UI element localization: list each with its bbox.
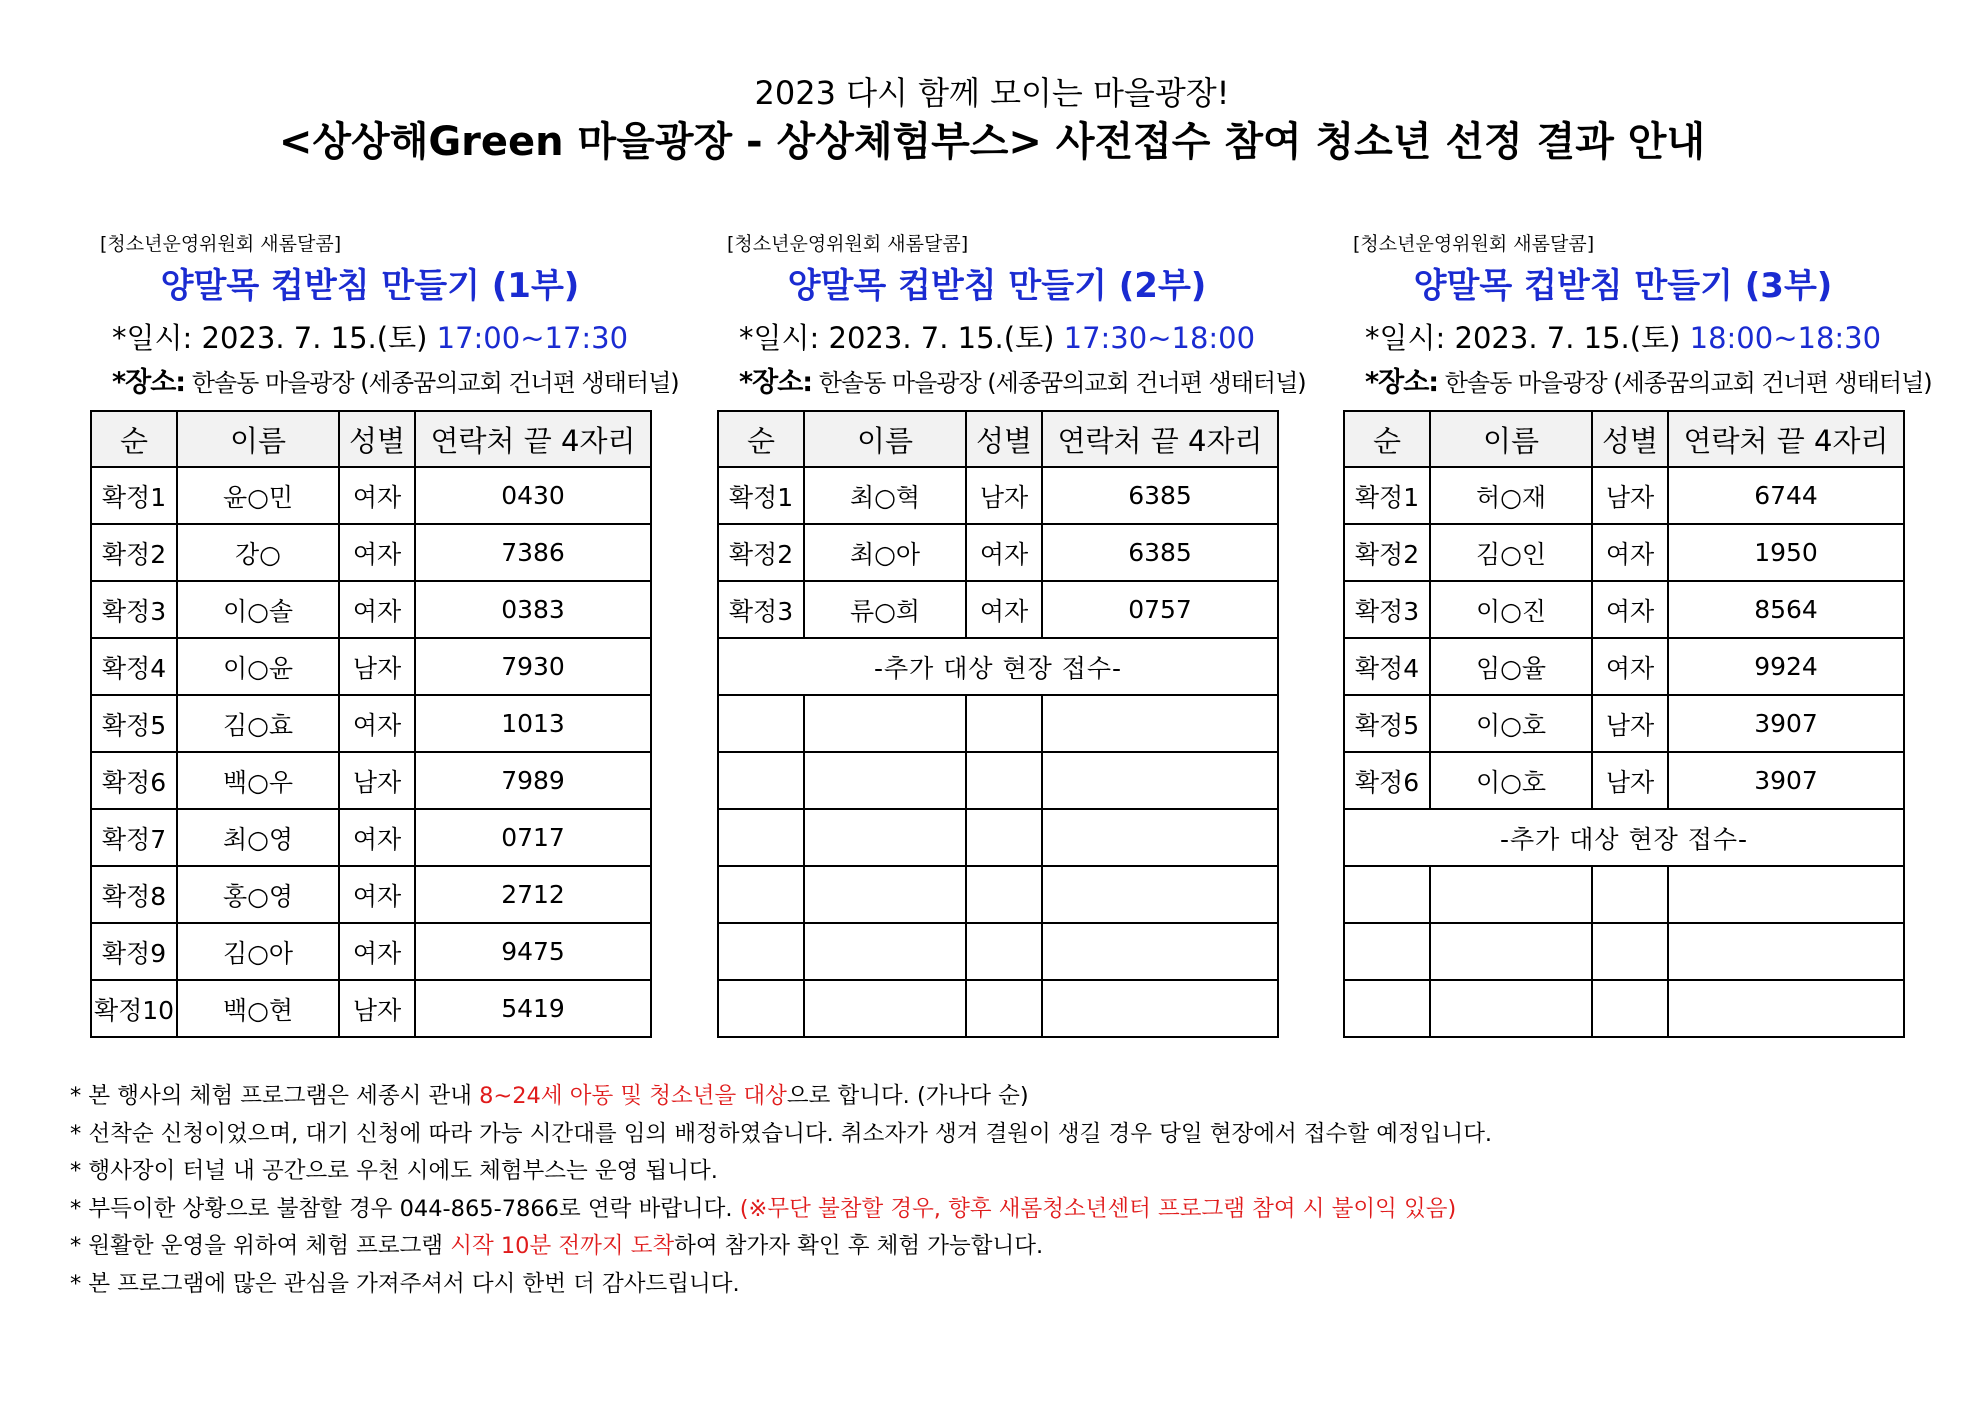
empty-row bbox=[718, 752, 1278, 809]
session-time: 17:00~17:30 bbox=[436, 321, 629, 355]
table-row: 확정2 강○ 여자 7386 bbox=[91, 524, 651, 581]
organizer-label: [청소년운영위원회 새롬달콤] bbox=[1353, 233, 1595, 255]
col-name: 이름 bbox=[804, 411, 966, 467]
note-item: * 행사장이 터널 내 공간으로 우천 시에도 체험부스는 운영 됩니다. bbox=[70, 1158, 718, 1184]
session-2 bbox=[717, 232, 1306, 1038]
session-place: *장소: 한솔동 마을광장 (세종꿈의교회 건너편 생태터널) bbox=[1365, 367, 1932, 398]
session-place: *장소: 한솔동 마을광장 (세종꿈의교회 건너편 생태터널) bbox=[739, 367, 1306, 398]
organizer-label: [청소년운영위원회 새롬달콤] bbox=[100, 233, 342, 255]
session-date: *일시: 2023. 7. 15.(토) 18:00~18:30 bbox=[1365, 321, 1882, 355]
table-header-row bbox=[1344, 411, 1904, 467]
note-item: * 본 행사의 체험 프로그램은 세종시 관내 8~24세 아동 및 청소년을 대상으로 합니다. (가나다 순) bbox=[70, 1083, 1029, 1109]
extra-note-row bbox=[718, 638, 1278, 695]
program-title: 양말목 컵받침 만들기 (2부) bbox=[787, 266, 1207, 306]
table-row: 확정5 이○호 남자 3907 bbox=[1344, 695, 1904, 752]
table-row: 확정10 백○현 남자 5419 bbox=[91, 980, 651, 1037]
session-date: *일시: 2023. 7. 15.(토) 17:00~17:30 bbox=[112, 321, 629, 355]
empty-row bbox=[1344, 923, 1904, 980]
col-gender: 성별 bbox=[1592, 411, 1668, 467]
empty-row bbox=[718, 809, 1278, 866]
col-gender: 성별 bbox=[339, 411, 415, 467]
program-title: 양말목 컵받침 만들기 (1부) bbox=[160, 266, 580, 306]
participant-table bbox=[1343, 410, 1905, 1038]
session-3 bbox=[1343, 232, 1932, 1038]
empty-row bbox=[718, 980, 1278, 1037]
table-row: 확정2 최○아 여자 6385 bbox=[718, 524, 1278, 581]
table-row: 확정5 김○효 여자 1013 bbox=[91, 695, 651, 752]
table-row: 확정3 류○희 여자 0757 bbox=[718, 581, 1278, 638]
table-row: 확정6 이○호 남자 3907 bbox=[1344, 752, 1904, 809]
program-title: 양말목 컵받침 만들기 (3부) bbox=[1413, 266, 1833, 306]
note-item: * 원활한 운영을 위하여 체험 프로그램 시작 10분 전까지 도착하여 참가자 확인 후 체험 가능합니다. bbox=[70, 1233, 1044, 1259]
table-row: 확정1 최○혁 남자 6385 bbox=[718, 467, 1278, 524]
table-header-row bbox=[718, 411, 1278, 467]
extra-note-row bbox=[1344, 809, 1904, 866]
session-time: 18:00~18:30 bbox=[1689, 321, 1882, 355]
table-row: 확정3 이○솔 여자 0383 bbox=[91, 581, 651, 638]
note-item: * 부득이한 상황으로 불참할 경우 044-865-7866로 연락 바랍니다. (※무단 불참할 경우, 향후 새롬청소년센터 프로그램 참여 시 불이익 있음) bbox=[70, 1195, 1457, 1222]
table-header-row bbox=[91, 411, 651, 467]
empty-row bbox=[1344, 866, 1904, 923]
col-contact: 연락처 끝 4자리 bbox=[415, 411, 651, 467]
session-time: 17:30~18:00 bbox=[1063, 321, 1256, 355]
page-subtitle: 2023 다시 함께 모이는 마을광장! bbox=[754, 74, 1230, 112]
col-name: 이름 bbox=[1430, 411, 1592, 467]
col-no: 순 bbox=[91, 411, 177, 467]
table-row: 확정2 김○인 여자 1950 bbox=[1344, 524, 1904, 581]
session-1 bbox=[90, 232, 679, 1038]
table-row: 확정1 윤○민 여자 0430 bbox=[91, 467, 651, 524]
table-row: 확정9 김○아 여자 9475 bbox=[91, 923, 651, 980]
col-gender: 성별 bbox=[966, 411, 1042, 467]
col-no: 순 bbox=[718, 411, 804, 467]
col-contact: 연락처 끝 4자리 bbox=[1668, 411, 1904, 467]
col-name: 이름 bbox=[177, 411, 339, 467]
empty-row bbox=[1344, 980, 1904, 1037]
table-row: 확정7 최○영 여자 0717 bbox=[91, 809, 651, 866]
col-contact: 연락처 끝 4자리 bbox=[1042, 411, 1278, 467]
col-no: 순 bbox=[1344, 411, 1430, 467]
empty-row bbox=[718, 866, 1278, 923]
table-row: 확정3 이○진 여자 8564 bbox=[1344, 581, 1904, 638]
organizer-label: [청소년운영위원회 새롬달콤] bbox=[727, 233, 969, 255]
table-row: 확정4 임○율 여자 9924 bbox=[1344, 638, 1904, 695]
note-item: * 본 프로그램에 많은 관심을 가져주셔서 다시 한번 더 감사드립니다. bbox=[70, 1270, 740, 1297]
extra-note: -추가 대상 현장 접수- bbox=[718, 638, 1278, 695]
notes-list bbox=[70, 1078, 1930, 1303]
session-date: *일시: 2023. 7. 15.(토) 17:30~18:00 bbox=[739, 321, 1256, 355]
page-title: <상상해Green 마을광장 - 상상체험부스> 사전접수 참여 청소년 선정 결과 안내 bbox=[278, 119, 1706, 165]
note-item: * 선착순 신청이었으며, 대기 신청에 따라 가능 시간대를 임의 배정하였습니다. 취소자가 생겨 결원이 생길 경우 당일 현장에서 접수할 예정입니다. bbox=[70, 1120, 1493, 1147]
table-row: 확정6 백○우 남자 7989 bbox=[91, 752, 651, 809]
participant-table bbox=[90, 410, 652, 1038]
empty-row bbox=[718, 923, 1278, 980]
session-place: *장소: 한솔동 마을광장 (세종꿈의교회 건너편 생태터널) bbox=[112, 367, 679, 398]
table-row: 확정4 이○윤 남자 7930 bbox=[91, 638, 651, 695]
participant-table bbox=[717, 410, 1279, 1038]
empty-row bbox=[718, 695, 1278, 752]
table-row: 확정1 허○재 남자 6744 bbox=[1344, 467, 1904, 524]
table-row: 확정8 홍○영 여자 2712 bbox=[91, 866, 651, 923]
extra-note: -추가 대상 현장 접수- bbox=[1344, 809, 1904, 866]
